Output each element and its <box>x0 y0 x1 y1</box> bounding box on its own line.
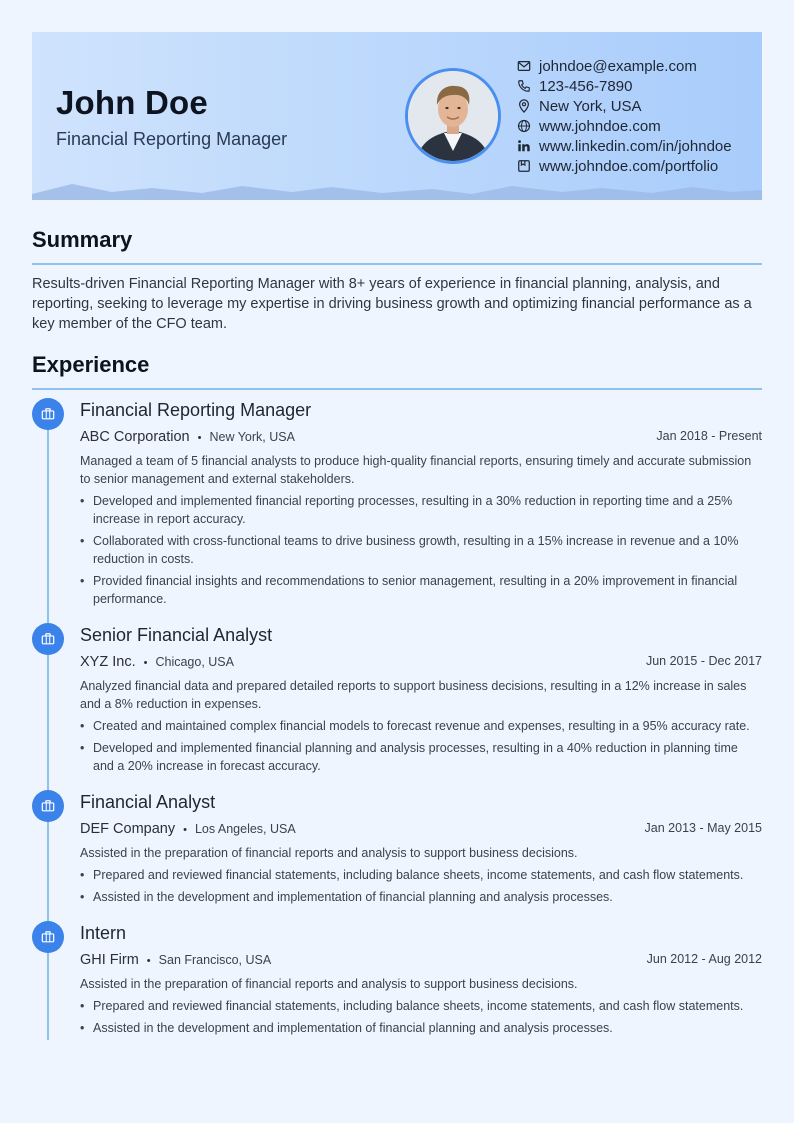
job-description: Analyzed financial data and prepared detailed reports to support business decisions, resulting in a 12% increase in sales and a 8% reduction in expenses. <box>80 679 747 711</box>
experience-heading: Experience <box>32 352 150 377</box>
contact-email-text: johndoe@example.com <box>539 57 697 75</box>
profile-photo <box>405 68 501 164</box>
mail-icon <box>516 58 532 74</box>
job-bullets <box>80 717 762 779</box>
job-title: Senior Financial Analyst <box>80 625 273 645</box>
location-pin-icon <box>516 98 532 114</box>
contact-phone[interactable] <box>516 76 732 96</box>
job-dates: Jun 2015 - Dec 2017 <box>645 654 762 668</box>
linkedin-icon <box>516 138 532 154</box>
separator-dot: • <box>146 955 151 967</box>
job-description: Managed a team of 5 financial analysts to produce high-quality financial reports, ensuring timely and accurate submission to senior management and external stakeholders. <box>80 454 752 486</box>
job-bullets <box>80 492 762 612</box>
job-company: ABC Corporation <box>80 429 190 445</box>
job-bullets <box>80 997 762 1041</box>
experience-divider <box>32 388 762 390</box>
contact-portfolio-text: www.johndoe.com/portfolio <box>539 157 719 175</box>
job-location: Chicago, USA <box>155 655 234 669</box>
separator-dot: • <box>197 432 202 444</box>
job-meta <box>80 428 762 446</box>
job-title: Intern <box>80 923 127 943</box>
resume-header <box>32 32 762 200</box>
header-wave-decoration <box>32 180 762 200</box>
job-dates: Jan 2013 - May 2015 <box>644 821 762 835</box>
separator-dot: • <box>143 657 148 669</box>
job-bullet: • Collaborated with cross-functional teams to drive business growth, resulting in a 15% increase in revenue and a 10% reduction in costs. <box>80 532 762 568</box>
job-location: New York, USA <box>209 430 295 444</box>
job-location: Los Angeles, USA <box>194 822 296 836</box>
job-bullet: • Assisted in the development and implementation of financial planning and analysis processes. <box>80 888 762 906</box>
contact-website[interactable] <box>516 116 732 136</box>
job-title: Financial Analyst <box>80 792 216 812</box>
portfolio-icon <box>516 158 532 174</box>
contact-linkedin-text: www.linkedin.com/in/johndoe <box>539 137 732 155</box>
job-bullet: • Provided financial insights and recommendations to senior management, resulting in a 20% improvement in financial performance. <box>80 572 762 608</box>
job-dates: Jun 2012 - Aug 2012 <box>646 952 762 966</box>
globe-icon <box>516 118 532 134</box>
candidate-name: John Doe <box>56 84 208 121</box>
contact-location <box>516 96 732 116</box>
summary-divider <box>32 263 762 265</box>
job-bullet: • Prepared and reviewed financial statements, including balance sheets, income statements, and cash flow statements. <box>80 997 762 1015</box>
job-bullet: • Prepared and reviewed financial statements, including balance sheets, income statements, and cash flow statements. <box>80 866 762 884</box>
job-bullet: • Assisted in the development and implementation of financial planning and analysis processes. <box>80 1019 762 1037</box>
job-bullet: • Created and maintained complex financial models to forecast revenue and expenses, resulting in a 95% accuracy rate. <box>80 717 762 735</box>
contact-list <box>516 56 732 176</box>
job-dates: Jan 2018 - Present <box>656 429 762 443</box>
contact-website-text: www.johndoe.com <box>539 117 661 135</box>
summary-text: Results-driven Financial Reporting Manager with 8+ years of experience in financial planning, analysis, and reporting, seeking to leverage my expertise in driving business growth and optimizing financial performance as a key member of the CFO team. <box>32 276 752 332</box>
phone-icon <box>516 78 532 94</box>
job-meta <box>80 653 762 671</box>
briefcase-icon <box>32 921 64 953</box>
briefcase-icon <box>32 398 64 430</box>
job-title: Financial Reporting Manager <box>80 400 312 420</box>
candidate-headline: Financial Reporting Manager <box>56 129 288 149</box>
summary-heading: Summary <box>32 227 133 252</box>
contact-location-text: New York, USA <box>539 97 642 115</box>
contact-linkedin[interactable] <box>516 136 732 156</box>
job-company: XYZ Inc. <box>80 654 136 670</box>
job-company: DEF Company <box>80 821 176 837</box>
briefcase-icon <box>32 790 64 822</box>
job-description: Assisted in the preparation of financial reports and analysis to support business decisions. <box>80 846 578 860</box>
job-meta <box>80 951 762 969</box>
job-description: Assisted in the preparation of financial reports and analysis to support business decisions. <box>80 977 578 991</box>
job-bullet: • Developed and implemented financial planning and analysis processes, resulting in a 40% reduction in planning time and a 20% increase in forecast accuracy. <box>80 739 762 775</box>
contact-email[interactable] <box>516 56 732 76</box>
job-company: GHI Firm <box>80 952 139 968</box>
briefcase-icon <box>32 623 64 655</box>
job-meta <box>80 820 762 838</box>
separator-dot: • <box>183 824 187 836</box>
contact-phone-text: 123-456-7890 <box>539 77 633 95</box>
job-bullet: • Developed and implemented financial reporting processes, resulting in a 30% reduction in reporting time and a 25% increase in report accuracy. <box>80 492 762 528</box>
job-bullets <box>80 866 762 910</box>
contact-portfolio[interactable] <box>516 156 732 176</box>
job-location: San Francisco, USA <box>158 953 272 967</box>
